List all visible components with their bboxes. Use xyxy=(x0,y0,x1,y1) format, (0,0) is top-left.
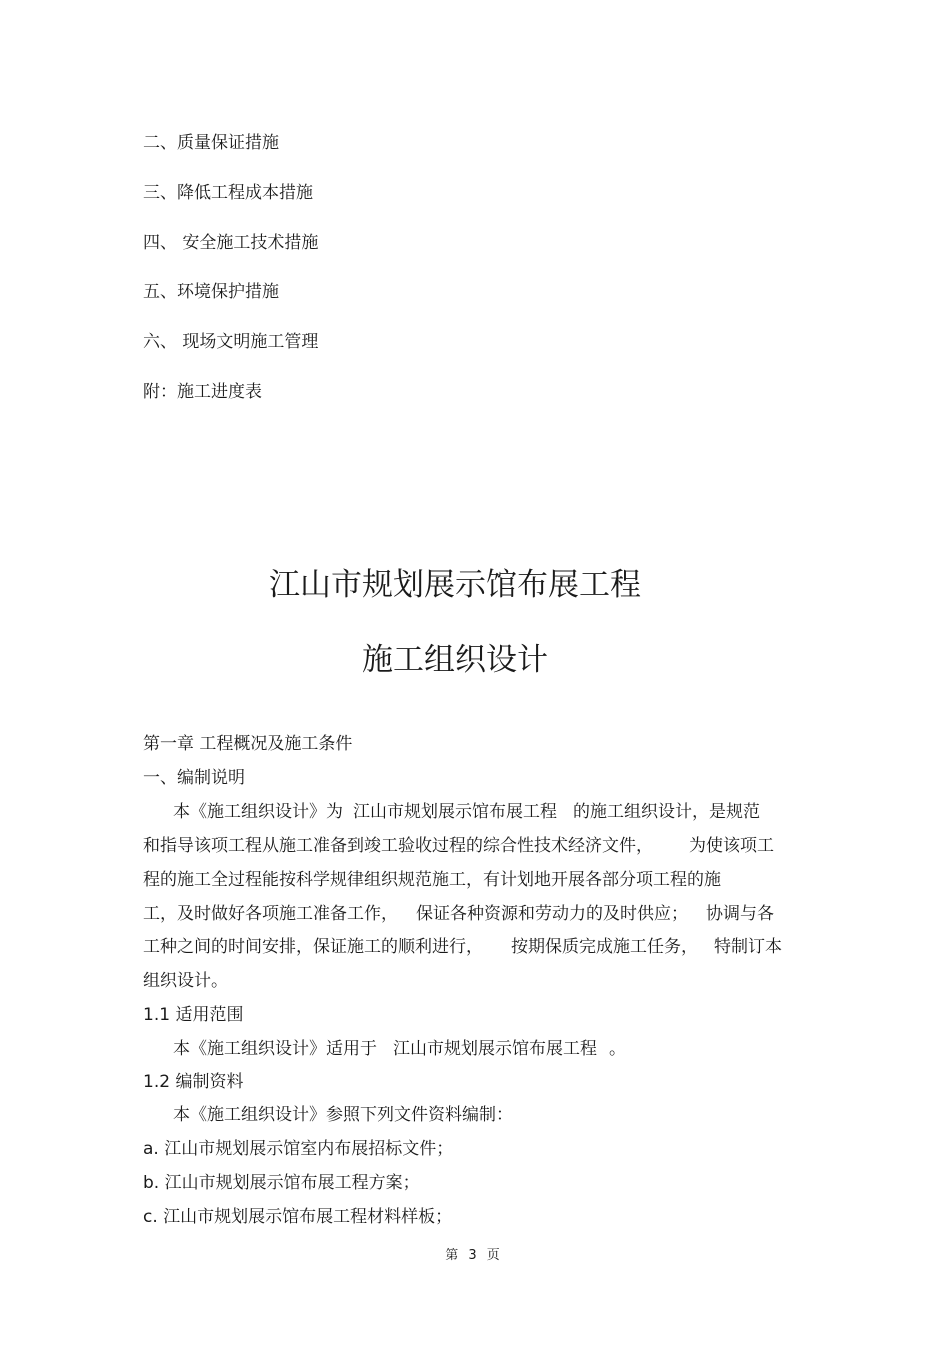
page-footer xyxy=(0,1247,945,1265)
section-heading: 一、编制说明 xyxy=(143,768,245,788)
text-run: 保证各种资源和劳动力的及时供应； xyxy=(416,904,688,924)
text-run: 本《施工组织设计》适用于 xyxy=(173,1039,377,1059)
toc-item: 六、 现场文明施工管理 xyxy=(143,332,319,352)
text-run: 协调与各 xyxy=(706,904,774,924)
toc-item: 附：施工进度表 xyxy=(143,382,262,402)
paragraph-line xyxy=(173,1038,626,1060)
paragraph-line: 组织设计。 xyxy=(143,971,228,991)
toc-item: 四、 安全施工技术措施 xyxy=(143,233,319,253)
text-run: 本《施工组织设计》为 xyxy=(173,802,343,822)
text-run: 和指导该项工程从施工准备到竣工验收过程的综合性技术经济文件， xyxy=(143,836,653,856)
footer-suffix: 页 xyxy=(486,1248,500,1263)
footer-prefix: 第 xyxy=(445,1248,459,1263)
paragraph-line xyxy=(143,835,774,857)
list-item: a. 江山市规划展示馆室内布展招标文件； xyxy=(143,1139,454,1159)
list-item: b. 江山市规划展示馆布展工程方案； xyxy=(143,1173,420,1193)
paragraph-line xyxy=(143,903,774,925)
document-title-line2: 施工组织设计 xyxy=(362,642,548,678)
text-run: 的施工组织设计，是规范 xyxy=(573,802,760,822)
toc-item: 五、环境保护措施 xyxy=(143,282,279,302)
paragraph-line: 本《施工组织设计》参照下列文件资料编制： xyxy=(173,1105,513,1125)
page-number: 3 xyxy=(468,1248,477,1263)
toc-item: 三、降低工程成本措施 xyxy=(143,183,313,203)
chapter-heading: 第一章 工程概况及施工条件 xyxy=(143,734,353,754)
text-run: 江山市规划展示馆布展工程 xyxy=(353,802,557,822)
subsection-heading: 1.1 适用范围 xyxy=(143,1005,244,1025)
text-run: 。 xyxy=(609,1039,626,1059)
paragraph-line: 程的施工全过程能按科学规律组织规范施工，有计划地开展各部分项工程的施 xyxy=(143,870,721,890)
toc-item: 二、质量保证措施 xyxy=(143,133,279,153)
text-run: 工种之间的时间安排，保证施工的顺利进行， xyxy=(143,937,483,957)
subsection-heading: 1.2 编制资料 xyxy=(143,1072,244,1092)
document-title-line1: 江山市规划展示馆布展工程 xyxy=(269,567,641,603)
text-run: 为使该项工 xyxy=(689,836,774,856)
list-item: c. 江山市规划展示馆布展工程材料样板； xyxy=(143,1207,453,1227)
text-run: 工，及时做好各项施工准备工作， xyxy=(143,904,398,924)
text-run: 特制订本 xyxy=(714,937,782,957)
paragraph-line xyxy=(173,801,760,823)
paragraph-line xyxy=(143,936,782,958)
text-run: 江山市规划展示馆布展工程 xyxy=(393,1039,597,1059)
text-run: 按期保质完成施工任务， xyxy=(511,937,698,957)
